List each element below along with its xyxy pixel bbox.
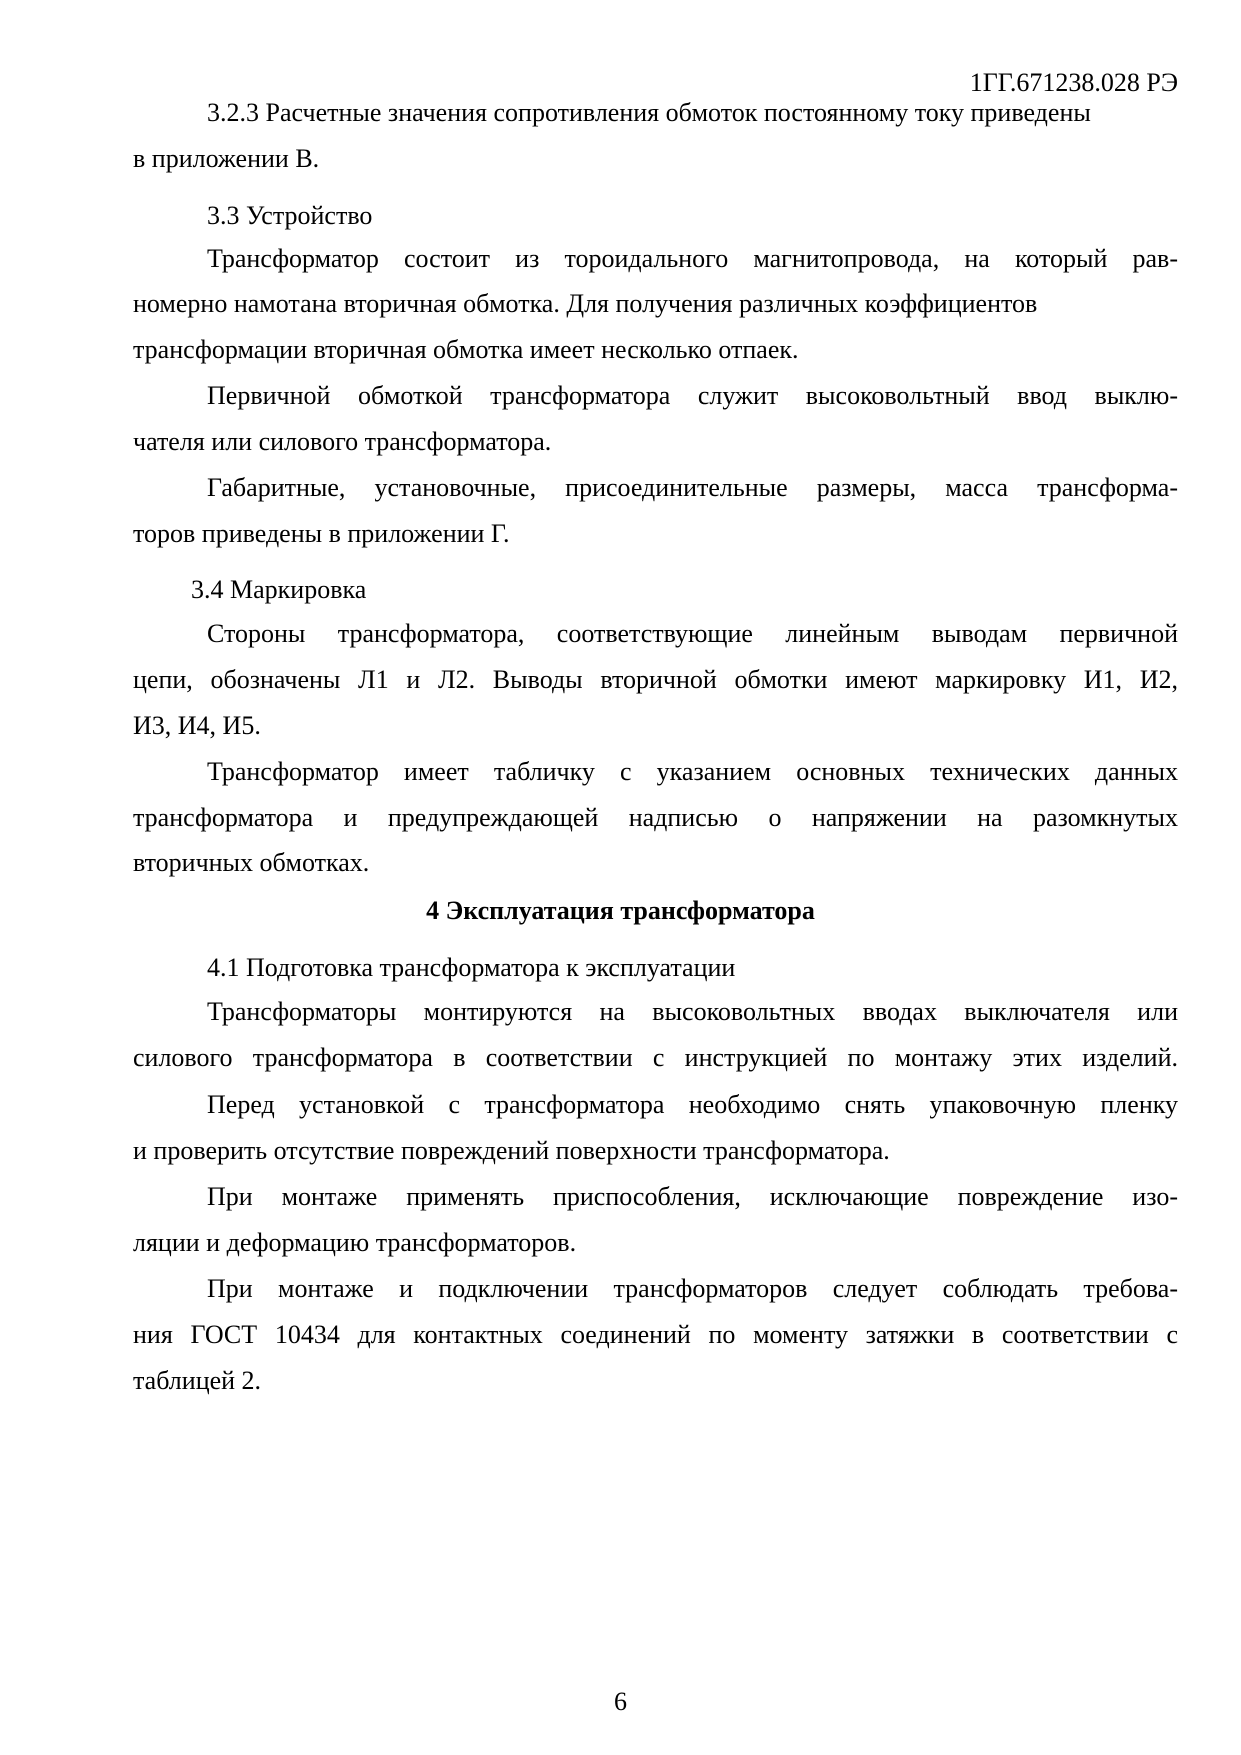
paragraph-line: Трансформатор состоит из тороидального магнитопровода, на который рав- <box>207 244 1178 273</box>
document-code: 1ГГ.671238.028 РЭ <box>969 68 1178 97</box>
paragraph-line: Трансформатор имеет табличку с указанием основных технических данных <box>207 757 1178 786</box>
paragraph-line: Трансформаторы монтируются на высоковольтных вводах выключателя или <box>207 997 1178 1026</box>
paragraph-line: цепи, обозначены Л1 и Л2. Выводы вторичной обмотки имеют маркировку И1, И2, <box>133 665 1178 694</box>
paragraph-line: таблицей 2. <box>133 1366 262 1395</box>
paragraph-3-2-3-line: в приложении В. <box>133 144 320 173</box>
paragraph-line: чателя или силового трансформатора. <box>133 427 552 456</box>
paragraph-3-2-3-line: 3.2.3 Расчетные значения сопротивления обмоток постоянному току приведены <box>207 98 1091 127</box>
section-4-title: 4 Эксплуатация трансформатора <box>426 896 815 925</box>
subsection-4-1-title: 4.1 Подготовка трансформатора к эксплуатации <box>207 953 736 982</box>
paragraph-line: И3, И4, И5. <box>133 711 261 740</box>
paragraph-line: силового трансформатора в соответствии с инструкцией по монтажу этих изделий. <box>133 1043 1178 1072</box>
paragraph-line: трансформации вторичная обмотка имеет несколько отпаек. <box>133 335 799 364</box>
paragraph-line: Габаритные, установочные, присоединительные размеры, масса трансформа- <box>207 473 1178 502</box>
paragraph-line: При монтаже и подключении трансформаторов следует соблюдать требова- <box>207 1274 1178 1303</box>
paragraph-line: При монтаже применять приспособления, исключающие повреждение изо- <box>207 1182 1178 1211</box>
page-number: 6 <box>614 1687 627 1716</box>
paragraph-line: ляции и деформацию трансформаторов. <box>133 1228 577 1257</box>
paragraph-line: Первичной обмоткой трансформатора служит высоковольтный ввод выклю- <box>207 381 1178 410</box>
paragraph-line: Перед установкой с трансформатора необходимо снять упаковочную пленку <box>207 1090 1178 1119</box>
section-3-4-title: 3.4 Маркировка <box>191 575 367 604</box>
paragraph-line: торов приведены в приложении Г. <box>133 519 510 548</box>
paragraph-line: номерно намотана вторичная обмотка. Для получения различных коэффициентов <box>133 289 1038 318</box>
paragraph-line: трансформатора и предупреждающей надписью о напряжении на разомкнутых <box>133 803 1178 832</box>
paragraph-line: и проверить отсутствие повреждений поверхности трансформатора. <box>133 1136 890 1165</box>
paragraph-line: ния ГОСТ 10434 для контактных соединений по моменту затяжки в соответствии с <box>133 1320 1178 1349</box>
paragraph-line: вторичных обмотках. <box>133 848 370 877</box>
section-3-3-title: 3.3 Устройство <box>207 201 373 230</box>
paragraph-line: Стороны трансформатора, соответствующие линейным выводам первичной <box>207 619 1178 648</box>
